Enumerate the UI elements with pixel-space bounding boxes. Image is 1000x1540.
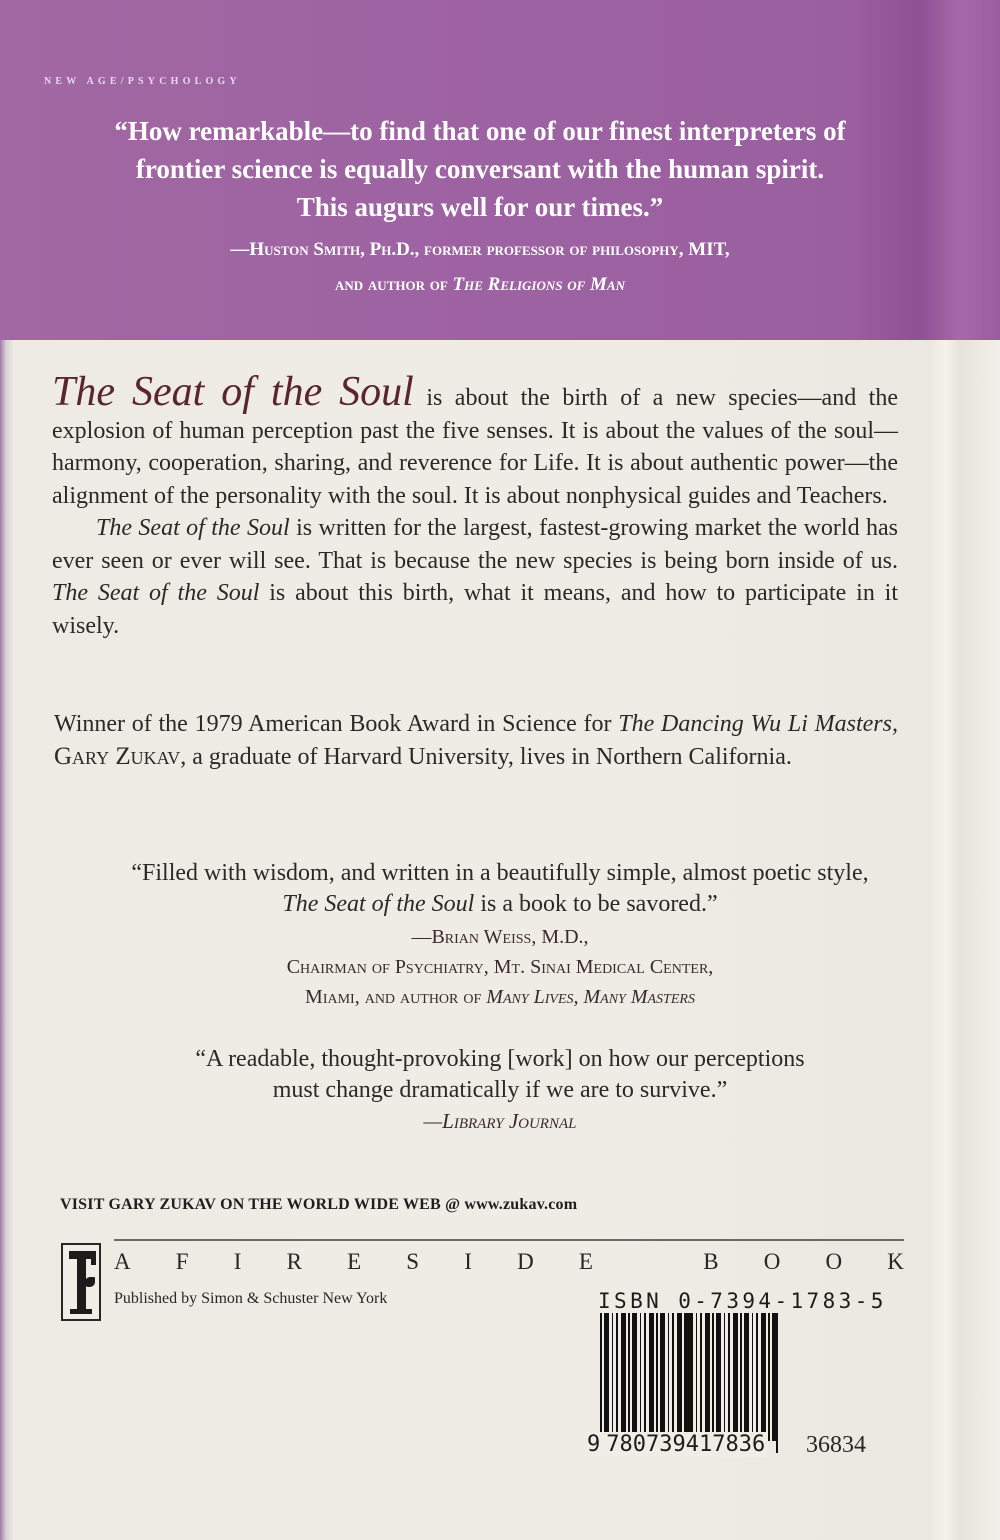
price-code: 36834 — [806, 1432, 866, 1458]
endorsement-quote: “How remarkable—to find that one of our finest interpreters of frontier science is equally conversant with the human spirit. This augurs well for our times.” — [114, 116, 846, 222]
category-label: NEW AGE/PSYCHOLOGY — [44, 76, 241, 87]
author-bio: Winner of the 1979 American Book Award in Science for The Dancing Wu Li Masters, Gary Zukav, a graduate of Harvard University, lives in Northern California. — [54, 711, 898, 770]
review-quote-library-journal: “A readable, thought-provoking [work] on how our perceptions must change dramatically if we are to survive.” — [195, 1046, 805, 1103]
barcode-icon — [600, 1313, 778, 1441]
imprint-name: A F I R E S I D E B O O K — [114, 1249, 904, 1274]
purple-header-band — [0, 0, 1000, 340]
book-description: The Seat of the Soul is about the birth of a new species—and the explosion of human perception past the five senses. It is about the values of the soul—harmony, cooperation, sharing, and reverence for Life. It is about authentic power—the alignment of the personality with the soul. It is about nonphysical guides and Teachers. The Seat of the Soul is written for the largest, fastest-growing market the world has ever seen or ever will see. That is because the new species is being born inside of us. The Seat of the Soul is about this birth, what it means, and how to participate in it wisely. — [52, 369, 899, 639]
author-name: Gary Zukav — [54, 742, 181, 770]
isbn-label: ISBN 0-7394-1783-5 — [598, 1289, 887, 1313]
book-title: The Seat of the Soul — [52, 369, 414, 415]
website-line: VISIT GARY ZUKAV ON THE WORLD WIDE WEB @ www.zukav.com — [60, 1196, 578, 1213]
barcode-number: 9 780739417836 — [587, 1432, 766, 1457]
fireside-f-logo-icon — [61, 1243, 101, 1321]
publisher-line: Published by Simon & Schuster New York — [114, 1290, 388, 1307]
review-attribution-library-journal: —Library Journal — [423, 1109, 577, 1133]
endorsement-attribution: —Huston Smith, Ph.D., former professor of philosophy, MIT, and author of The Religions of Man — [230, 239, 730, 295]
review-quote-weiss: “Filled with wisdom, and written in a beautifully simple, almost poetic style, The Seat of the Soul is a book to be savored.” — [131, 860, 869, 917]
review-attribution-weiss: —Brian Weiss, M.D., Chairman of Psychiatry, Mt. Sinai Medical Center, Miami, and author of Many Lives, Many Masters — [286, 926, 714, 1008]
divider-rule — [114, 1239, 904, 1241]
